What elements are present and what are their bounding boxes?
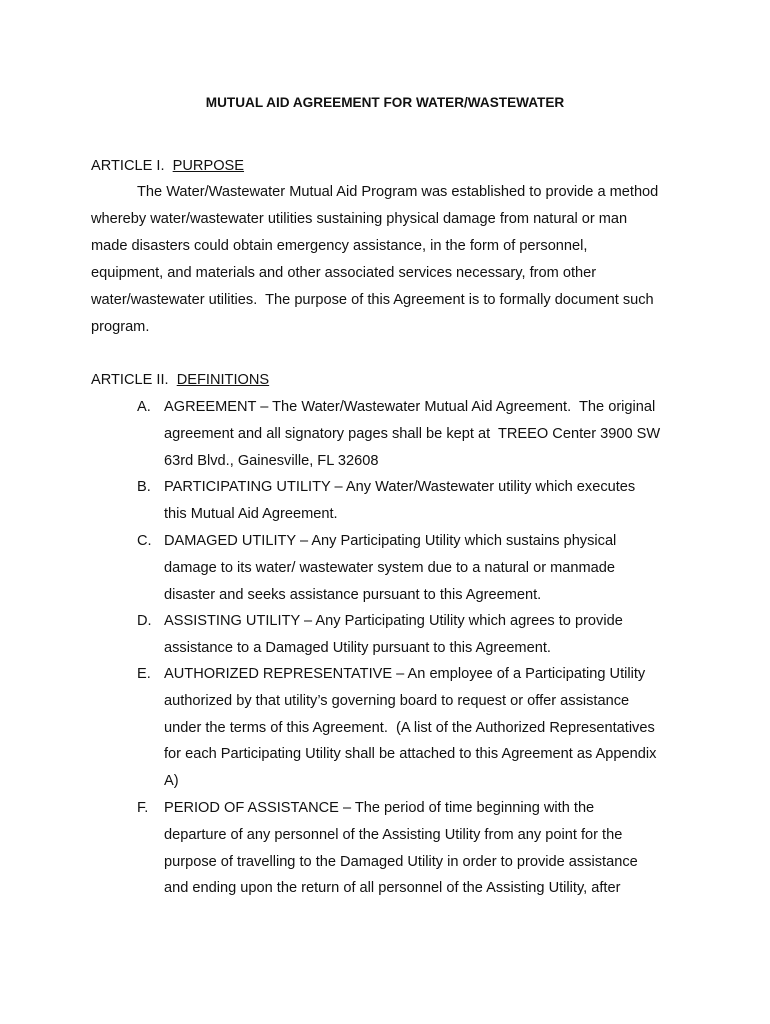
paragraph-line: The Water/Wastewater Mutual Aid Program was established to provide a method bbox=[137, 184, 659, 200]
definition-line: this Mutual Aid Agreement. bbox=[164, 505, 338, 522]
definition-letter: C. bbox=[137, 533, 152, 549]
definition-line: assistance to a Damaged Utility pursuant to this Agreement. bbox=[164, 639, 551, 656]
definition-line: A) bbox=[164, 773, 179, 790]
definition-line: for each Participating Utility shall be attached to this Agreement as Appendix bbox=[164, 746, 657, 763]
definition-line: 63rd Blvd., Gainesville, FL 32608 bbox=[164, 452, 379, 469]
definition-line: PERIOD OF ASSISTANCE – The period of time beginning with the bbox=[164, 800, 595, 816]
paragraph-line: whereby water/wastewater utilities sustaining physical damage from natural or man bbox=[91, 211, 628, 227]
definition-line: under the terms of this Agreement. (A list of the Authorized Representatives bbox=[164, 719, 655, 736]
article-1-heading bbox=[91, 157, 244, 175]
paragraph-line: equipment, and materials and other associated services necessary, from other bbox=[91, 265, 597, 281]
definition-line: authorized by that utility’s governing board to request or offer assistance bbox=[164, 692, 630, 709]
article-title: DEFINITIONS bbox=[176, 372, 270, 388]
article-2-heading bbox=[91, 371, 269, 389]
definition-letter: F. bbox=[137, 800, 149, 816]
definition-line: ASSISTING UTILITY – Any Participating Utility which agrees to provide bbox=[164, 613, 623, 629]
paragraph-line: made disasters could obtain emergency assistance, in the form of personnel, bbox=[91, 238, 588, 254]
article-title: PURPOSE bbox=[172, 158, 245, 174]
definition-letter: D. bbox=[137, 613, 152, 629]
definition-line: and ending upon the return of all personnel of the Assisting Utility, after bbox=[164, 880, 621, 897]
definition-line: DAMAGED UTILITY – Any Participating Utility which sustains physical bbox=[164, 533, 617, 549]
definition-line: AGREEMENT – The Water/Wastewater Mutual Aid Agreement. The original bbox=[164, 399, 656, 415]
definition-letter: A. bbox=[137, 399, 151, 415]
document-title: MUTUAL AID AGREEMENT FOR WATER/WASTEWATER bbox=[205, 95, 565, 110]
paragraph-line: water/wastewater utilities. The purpose of this Agreement is to formally document such bbox=[91, 292, 654, 308]
definition-line: PARTICIPATING UTILITY – Any Water/Wastewater utility which executes bbox=[164, 479, 636, 495]
definition-line: damage to its water/ wastewater system due to a natural or manmade bbox=[164, 559, 616, 576]
article-label: ARTICLE II. bbox=[91, 372, 169, 388]
article-label: ARTICLE I. bbox=[91, 158, 165, 174]
definition-line: agreement and all signatory pages shall be kept at TREEO Center 3900 SW bbox=[164, 425, 661, 442]
definition-letter: B. bbox=[137, 479, 151, 495]
definition-line: disaster and seeks assistance pursuant to this Agreement. bbox=[164, 586, 542, 603]
paragraph-line: program. bbox=[91, 319, 150, 335]
definition-line: departure of any personnel of the Assisting Utility from any point for the bbox=[164, 826, 623, 843]
definition-letter: E. bbox=[137, 666, 151, 682]
definition-line: purpose of travelling to the Damaged Utility in order to provide assistance bbox=[164, 853, 638, 870]
definition-line: AUTHORIZED REPRESENTATIVE – An employee of a Participating Utility bbox=[164, 666, 646, 682]
